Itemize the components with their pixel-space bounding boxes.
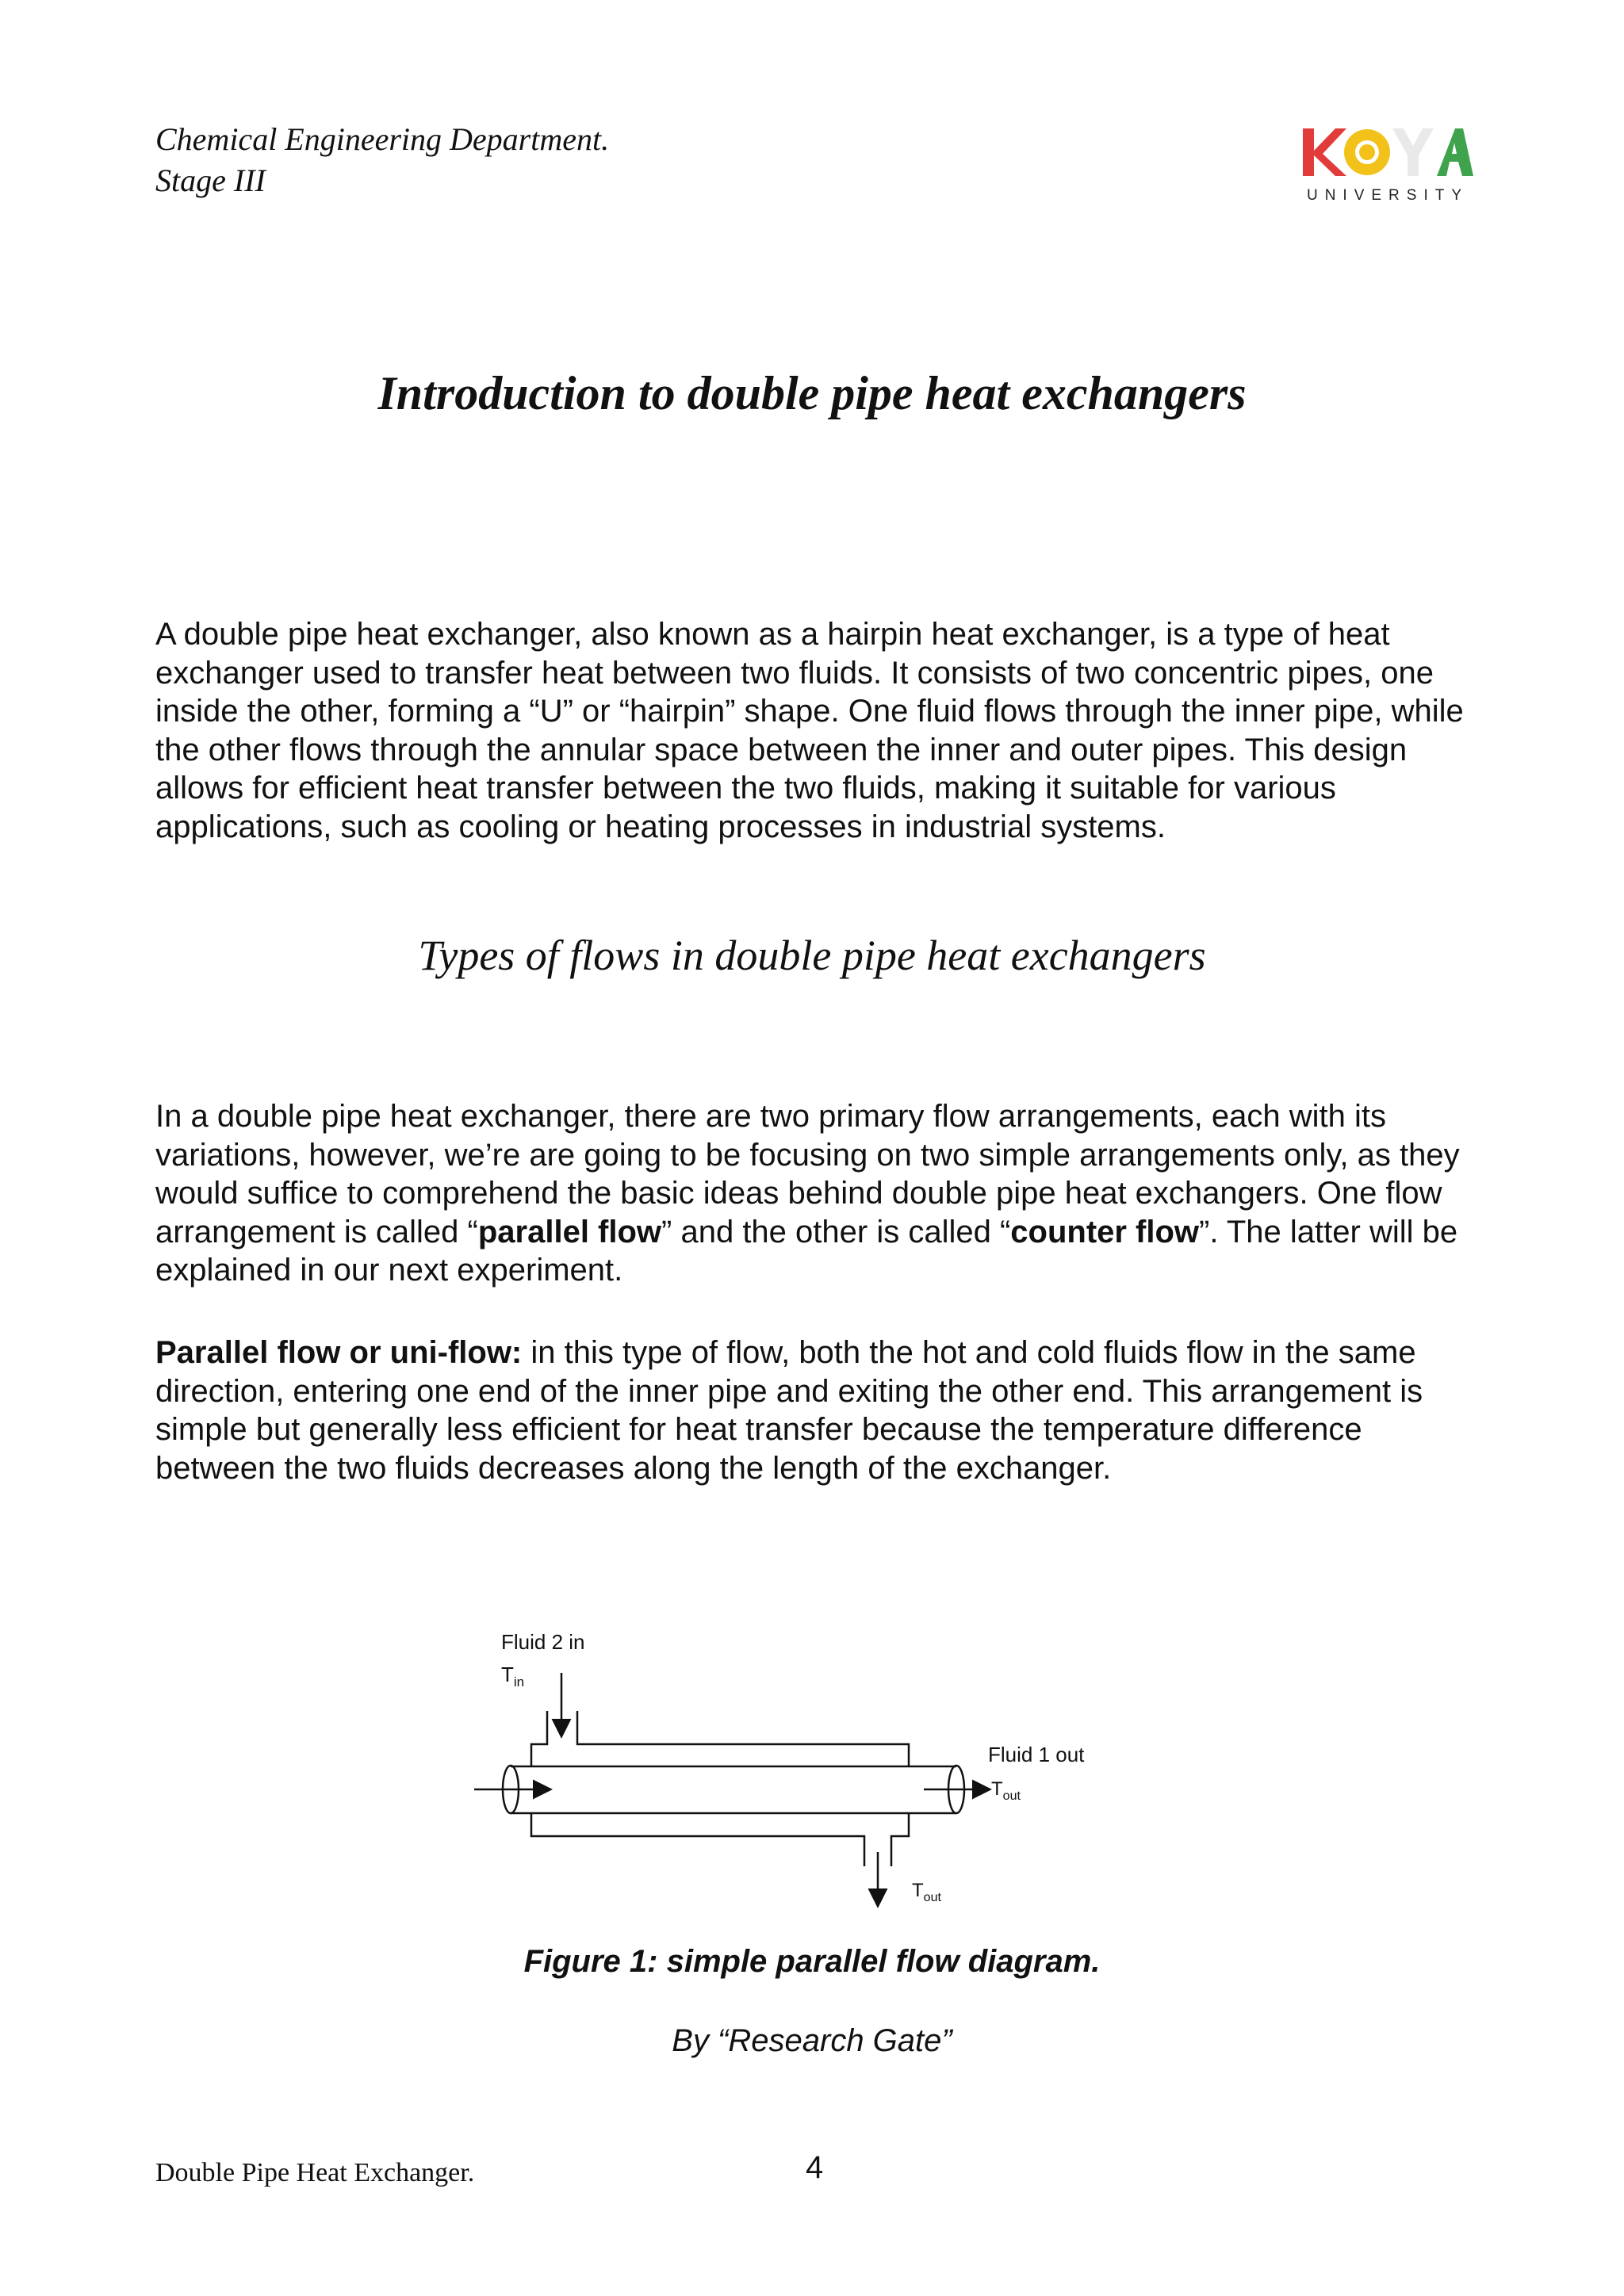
page-title: Introduction to double pipe heat exchangers	[377, 367, 1247, 419]
intro-paragraph: A double pipe heat exchanger, also known as a hairpin heat exchanger, is a type of heat exchanger used to transfer heat between two fluids. It consists of two concentric pipes, one inside the other, forming a “U” or “hairpin” shape. One fluid flows through the inner pipe, while the other flows through the annular space between the inner and outer pipes. This design allows for efficient heat transfer between the two fluids, making it suitable for various applications, such as cooling or heating processes in industrial systems.	[155, 617, 1464, 844]
header-department: Chemical Engineering Department.	[155, 121, 610, 157]
t-out-right-label: $T_{out}$	[991, 1778, 1021, 1803]
parallel-flow-heading: Parallel flow or uni-flow:	[155, 1335, 523, 1370]
t-out-bottom-label: $T_{out}$	[912, 1880, 941, 1904]
section-heading: Types of flows in double pipe heat exchangers	[418, 932, 1206, 979]
shell-top-left	[531, 1711, 547, 1766]
page-number: 4	[806, 2150, 824, 2185]
flows-text-2: ” and the other is called “	[661, 1214, 1011, 1249]
shell-bottom-right	[891, 1813, 909, 1866]
koya-university-logo	[1300, 125, 1475, 205]
header-department-block	[155, 119, 609, 201]
logo-k-arms	[1314, 128, 1346, 176]
parallel-flow-paragraph	[155, 1334, 1488, 1487]
figure-caption: Figure 1: simple parallel flow diagram.	[523, 1944, 1101, 1979]
parallel-flow-diagram	[468, 1617, 1102, 1911]
parallel-flow-text: in this type of flow, both the hot and cold fluids flow in the same direction, entering one end of the inner pipe and exiting the other end. This arrangement is simple but generally less efficient for heat transfer because the temperature difference between the two fluids decreases along the length of the exchanger.	[155, 1335, 1423, 1486]
logo-sun-icon	[1344, 129, 1390, 175]
flows-paragraph	[155, 1097, 1488, 1290]
logo-k-stem	[1303, 128, 1314, 176]
footer-doc-title: Double Pipe Heat Exchanger.	[155, 2158, 475, 2187]
counter-flow-term: counter flow	[1010, 1214, 1200, 1249]
flows-text-1: In a double pipe heat exchanger, there are two primary flow arrangements, each with its variations, however, we’re are going to be focusing on two simple arrangements only, as they would suffice to comprehend the basic ideas behind double pipe heat exchangers. One flow arrangement is called “	[155, 1099, 1460, 1249]
figure-credit: By “Research Gate”	[672, 2023, 952, 2058]
t-in-label: $T_{in}$	[501, 1663, 525, 1689]
logo-subtitle: UNIVERSITY	[1306, 187, 1469, 204]
fluid1-out-label: Fluid 1 out	[988, 1743, 1085, 1766]
shell-top	[577, 1711, 909, 1766]
fluid2-in-label: Fluid 2 in	[501, 1630, 585, 1654]
parallel-flow-term: parallel flow	[477, 1214, 662, 1249]
header-stage: Stage III	[155, 163, 266, 198]
shell-bottom-left	[531, 1813, 864, 1866]
flows-text-3: ”. The latter will be explained in our next experiment.	[155, 1214, 1458, 1288]
logo-y	[1392, 128, 1434, 176]
